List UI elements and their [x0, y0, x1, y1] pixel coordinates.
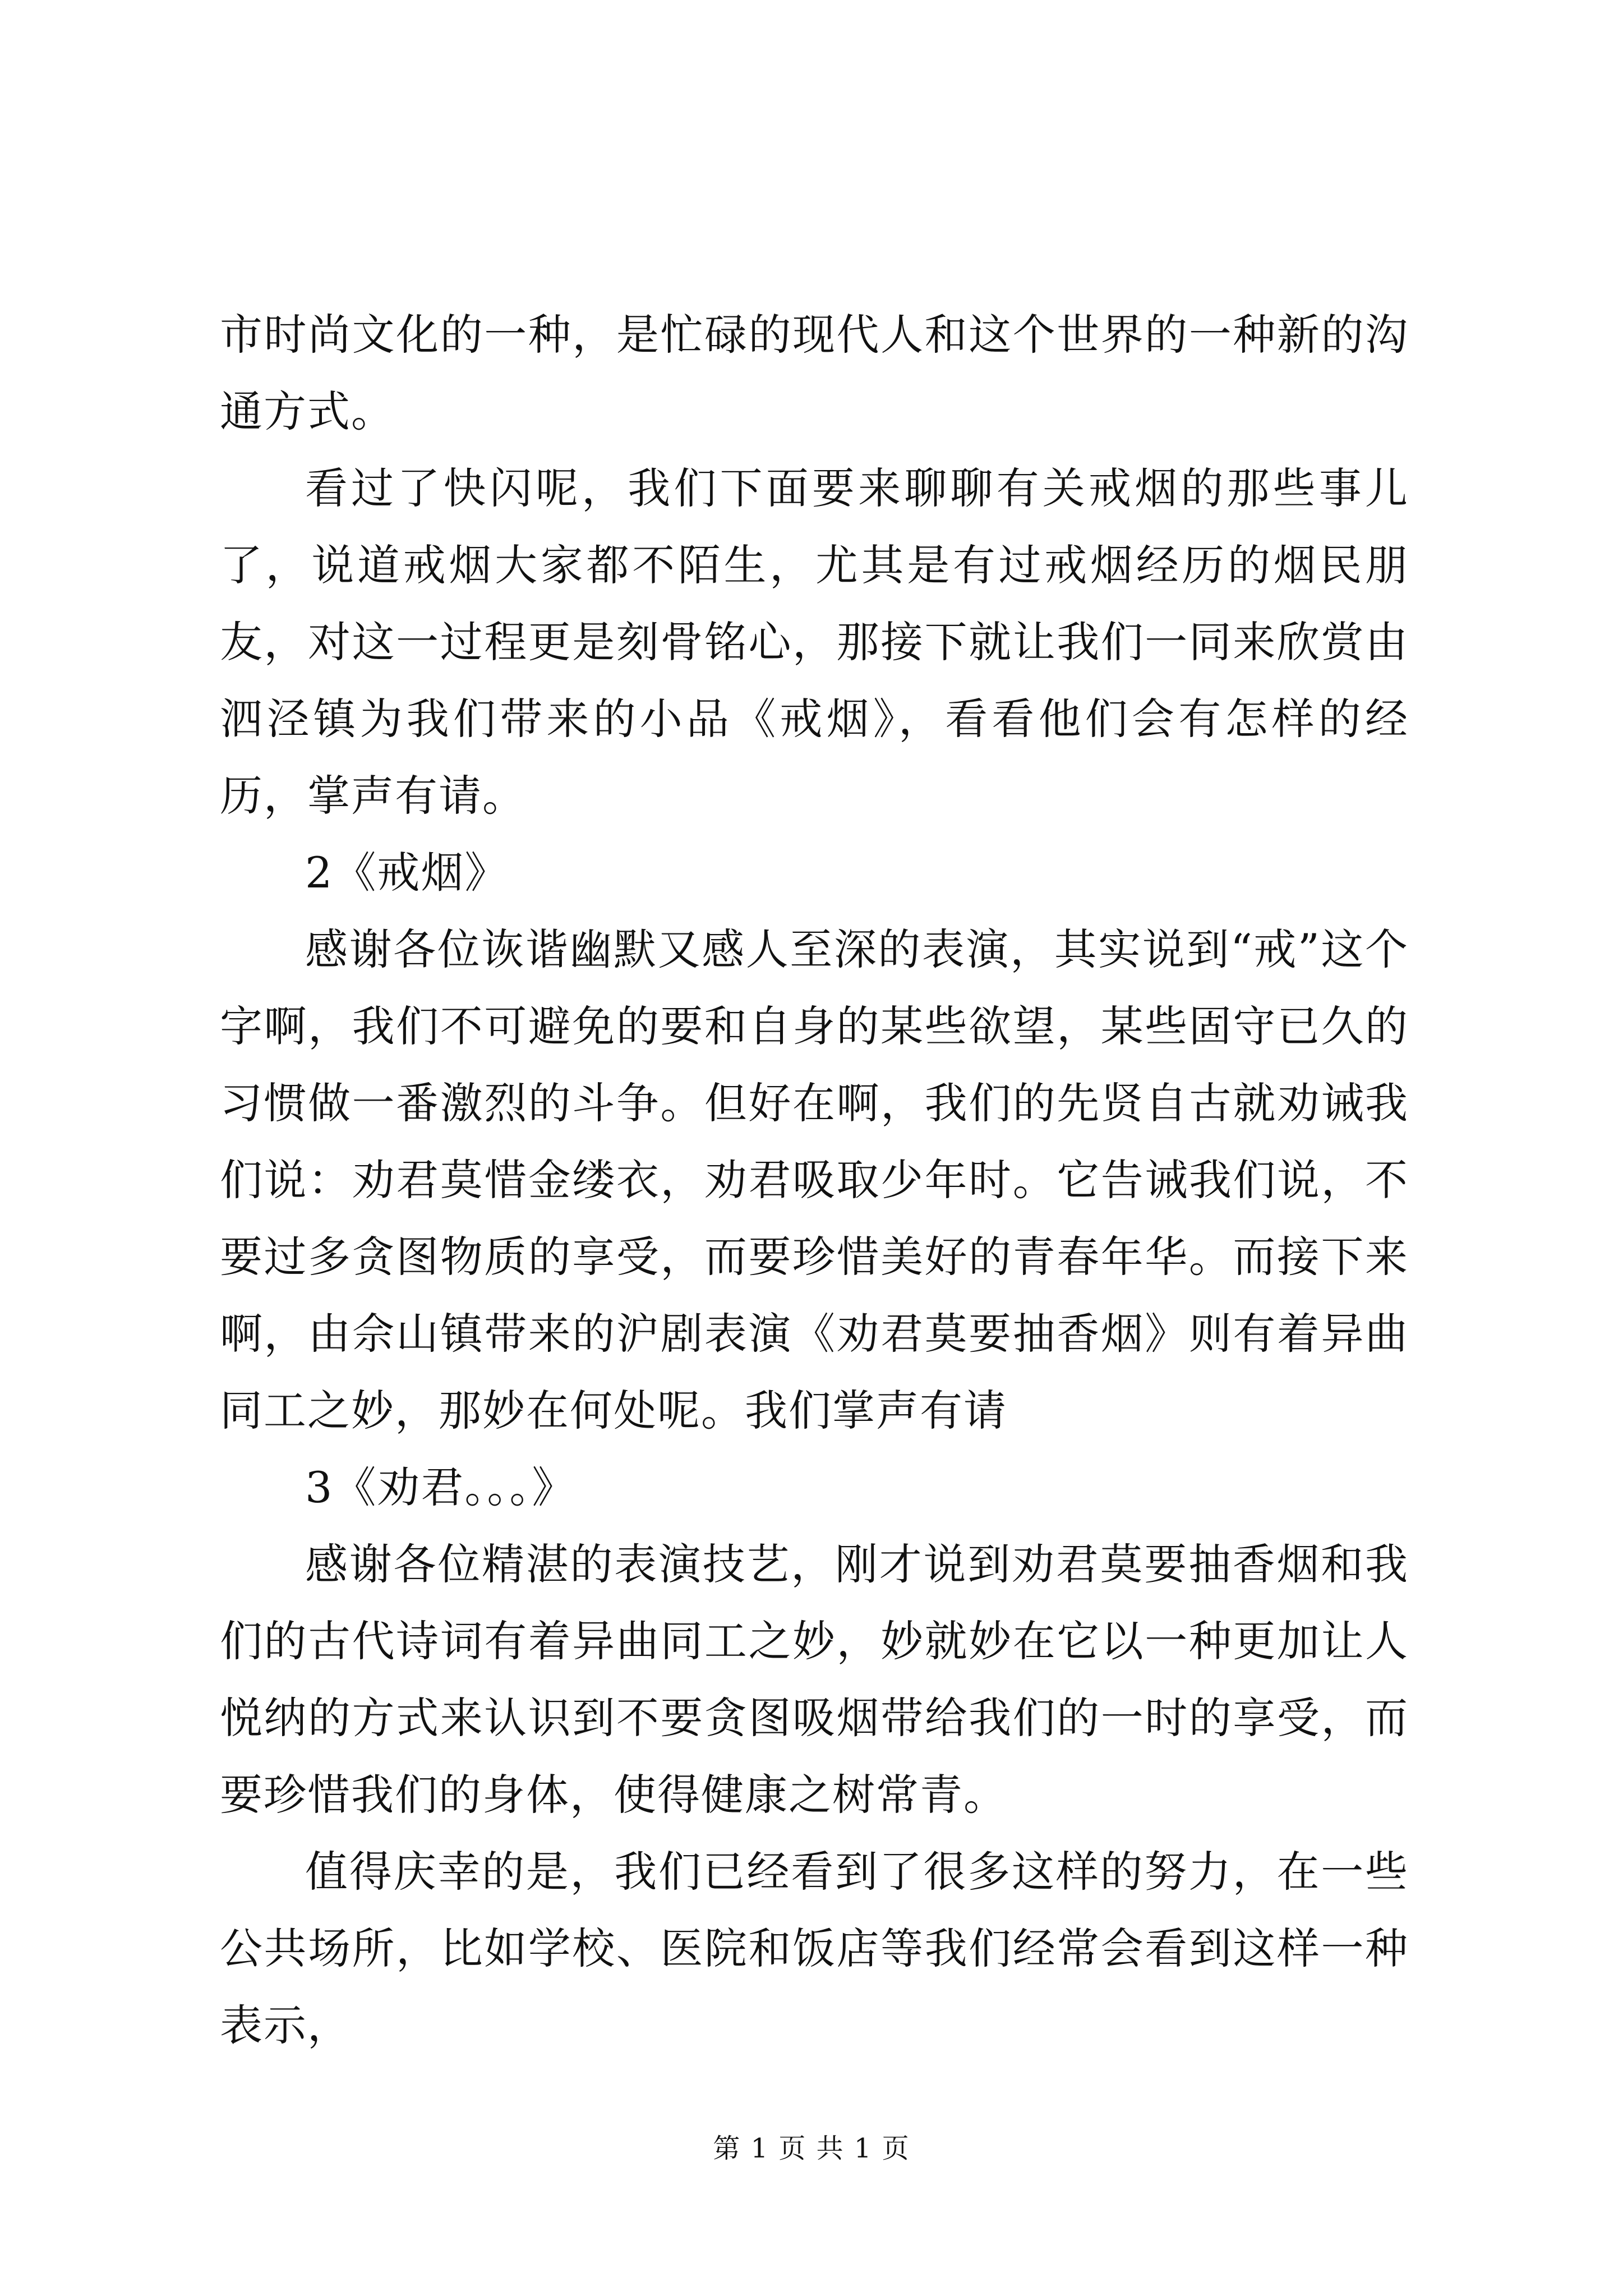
program-item-3: 3《劝君。。。》	[305, 1462, 576, 1512]
paragraph-thanks-skill: 感谢各位精湛的表演技艺，刚才说到劝君莫要抽香烟和我们的古代诗词有着异曲同工之妙，妙就妙在它以一种更加让人悦纳的方式来认识到不要贪图吸烟带给我们的一时的享受，而要珍惜我们的身体，使得健康之树常青。	[220, 1539, 1409, 1820]
paragraph-public-places: 值得庆幸的是，我们已经看到了很多这样的努力，在一些公共场所，比如学校、医院和饭店等我们经常会看到这样一种表示，	[220, 1847, 1409, 2050]
document-body	[220, 296, 1409, 2064]
paragraph-thanks-humor: 感谢各位诙谐幽默又感人至深的表演，其实说到“戒”这个字啊，我们不可避免的要和自身的某些欲望，某些固守已久的习惯做一番激烈的斗争。但好在啊，我们的先贤自古就劝诫我们说：劝君莫惜金缕衣，劝君吸取少年时。它告诫我们说，不要过多贪图物质的享受，而要珍惜美好的青春年华。而接下来啊，由佘山镇带来的沪剧表演《劝君莫要抽香烟》则有着异曲同工之妙，那妙在何处呢。我们掌声有请	[220, 924, 1409, 1435]
paragraph-continuation: 市时尚文化的一种，是忙碌的现代人和这个世界的一种新的沟通方式。	[220, 310, 1409, 436]
paragraph-quit-smoking-intro: 看过了快闪呢，我们下面要来聊聊有关戒烟的那些事儿了，说道戒烟大家都不陌生，尤其是有过戒烟经历的烟民朋友，对这一过程更是刻骨铭心，那接下就让我们一同来欣赏由泗泾镇为我们带来的小品《戒烟》，看看他们会有怎样的经历，掌声有请。	[220, 463, 1409, 821]
program-item-2: 2《戒烟》	[305, 848, 509, 898]
page-footer: 第 1 页 共 1 页	[713, 2133, 910, 2164]
